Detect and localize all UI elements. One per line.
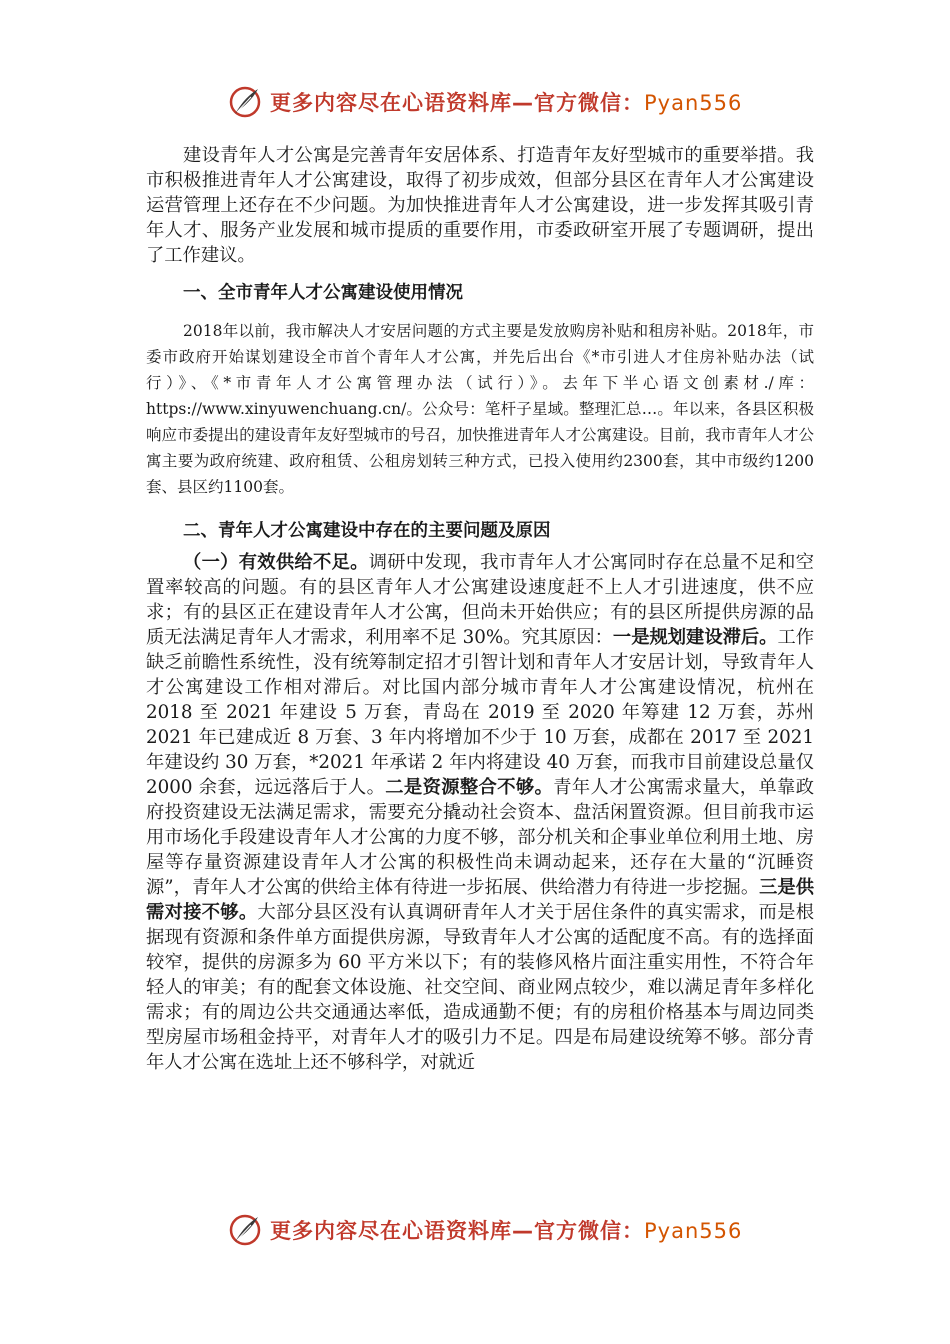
section-2-heading: 二、青年人才公寓建设中存在的主要问题及原因 xyxy=(183,521,551,541)
body-text-4: 大部分县区没有认真调研青年人才关于居住条件的真实需求，而是根据现有资源和条件单方面提供房源，导致青年人才公寓的适配度不高。有的选择面较窄，提供的房源多为 60 平方米以下；有的装修风格片面注重实用性，不符合年轻人的审美；有的配套文体设施、社交空间、商业网点较少，难以满足青年多样化需求；有的周边公共交通通达率低，造成通勤不便；有的房租价格基本与周边同类型房屋市场租金持平，对青年人才的吸引力不足。四是布局建设统筹不够。部分青年人才公寓在选址上还不够科学，对就近 xyxy=(146,902,815,1073)
document-body xyxy=(146,143,814,1075)
body-text-1: 调研中发现，我市青年人才公寓同时存在总量不足和空置率较高的问题。有的县区青年人才公寓建设速度赶不上人才引进速度，供不应求；有的县区正在建设青年人才公寓，但尚未开始供应；有的县区所提供房源的品质无法满足青年人才需求，利用率不足 30%。究其原因： xyxy=(146,552,815,648)
point-1-label: 一是规划建设滞后。 xyxy=(612,627,778,648)
section-1-body: 2018年以前，我市解决人才安居问题的方式主要是发放购房补贴和租房补贴。2018年，市委市政府开始谋划建设全市首个青年人才公寓，并先后出台《*市引进人才住房补贴办法（试行）》、《*市青年人才公寓管理办法（试行）》。去年下半心语文创素材./库：https://www.xinyuwenchuang.cn/。公众号：笔杆子星域。整理汇总…。年以来，各县区积极响应市委提出的建设青年友好型城市的号召，加快推进青年人才公寓建设。目前，我市青年人才公寓主要为政府统建、政府租赁、公租房划转三种方式，已投入使用约2300套，其中市级约1200套、县区约1100套。 xyxy=(146,322,814,496)
point-2-label: 二是资源整合不够。 xyxy=(385,777,554,798)
header-banner xyxy=(228,84,742,120)
banner-main-text: 更多内容尽在心语资料库—官方微信： xyxy=(270,1219,644,1243)
banner-text xyxy=(270,1215,742,1245)
feather-pen-logo-icon xyxy=(228,1213,262,1247)
feather-pen-logo-icon xyxy=(228,85,262,119)
body-text-3: 青年人才公寓需求量大，单靠政府投资建设无法满足需求，需要充分撬动社会资本、盘活闲置资源。但目前我市运用市场化手段建设青年人才公寓的力度不够，部分机关和企事业单位利用土地、房屋等存量资源建设青年人才公寓的积极性尚未调动起来，还存在大量的“沉睡资源”，青年人才公寓的供给主体有待进一步拓展、供给潜力有待进一步挖掘。 xyxy=(146,777,814,898)
point-3-label: 三是供需对接不够。 xyxy=(146,877,814,923)
footer-banner xyxy=(228,1212,742,1248)
banner-text xyxy=(270,87,742,117)
banner-wechat-id: Pyan556 xyxy=(644,91,743,115)
banner-wechat-id: Pyan556 xyxy=(644,1219,743,1243)
subsection-1-title: （一）有效供给不足。 xyxy=(183,552,369,573)
section-2-body xyxy=(146,550,814,1075)
intro-paragraph: 建设青年人才公寓是完善青年安居体系、打造青年友好型城市的重要举措。我市积极推进青年人才公寓建设，取得了初步成效，但部分县区在青年人才公寓建设运营管理上还存在不少问题。为加快推进青年人才公寓建设，进一步发挥其吸引青年人才、服务产业发展和城市提质的重要作用，市委政研室开展了专题调研，提出了工作建议。 xyxy=(146,145,814,266)
banner-main-text: 更多内容尽在心语资料库—官方微信： xyxy=(270,91,644,115)
section-1-heading: 一、全市青年人才公寓建设使用情况 xyxy=(183,283,463,303)
body-text-2: 工作缺乏前瞻性系统性，没有统筹制定招才引智计划和青年人才安居计划，导致青年人才公寓建设工作相对滞后。对比国内部分城市青年人才公寓建设情况，杭州在 2018 至 2021 年建设 5 万套，青岛在 2019 至 2020 年筹建 12 万套，苏州 2021 年已建成近 8 万套、3 年内将增加不少于 10 万套，成都在 2017 至 2021 年建设约 30 万套，*2021 年承诺 2 年内将建设 40 万套，而我市目前建设总量仅 2000 余套，远远落后于人。 xyxy=(146,627,815,798)
